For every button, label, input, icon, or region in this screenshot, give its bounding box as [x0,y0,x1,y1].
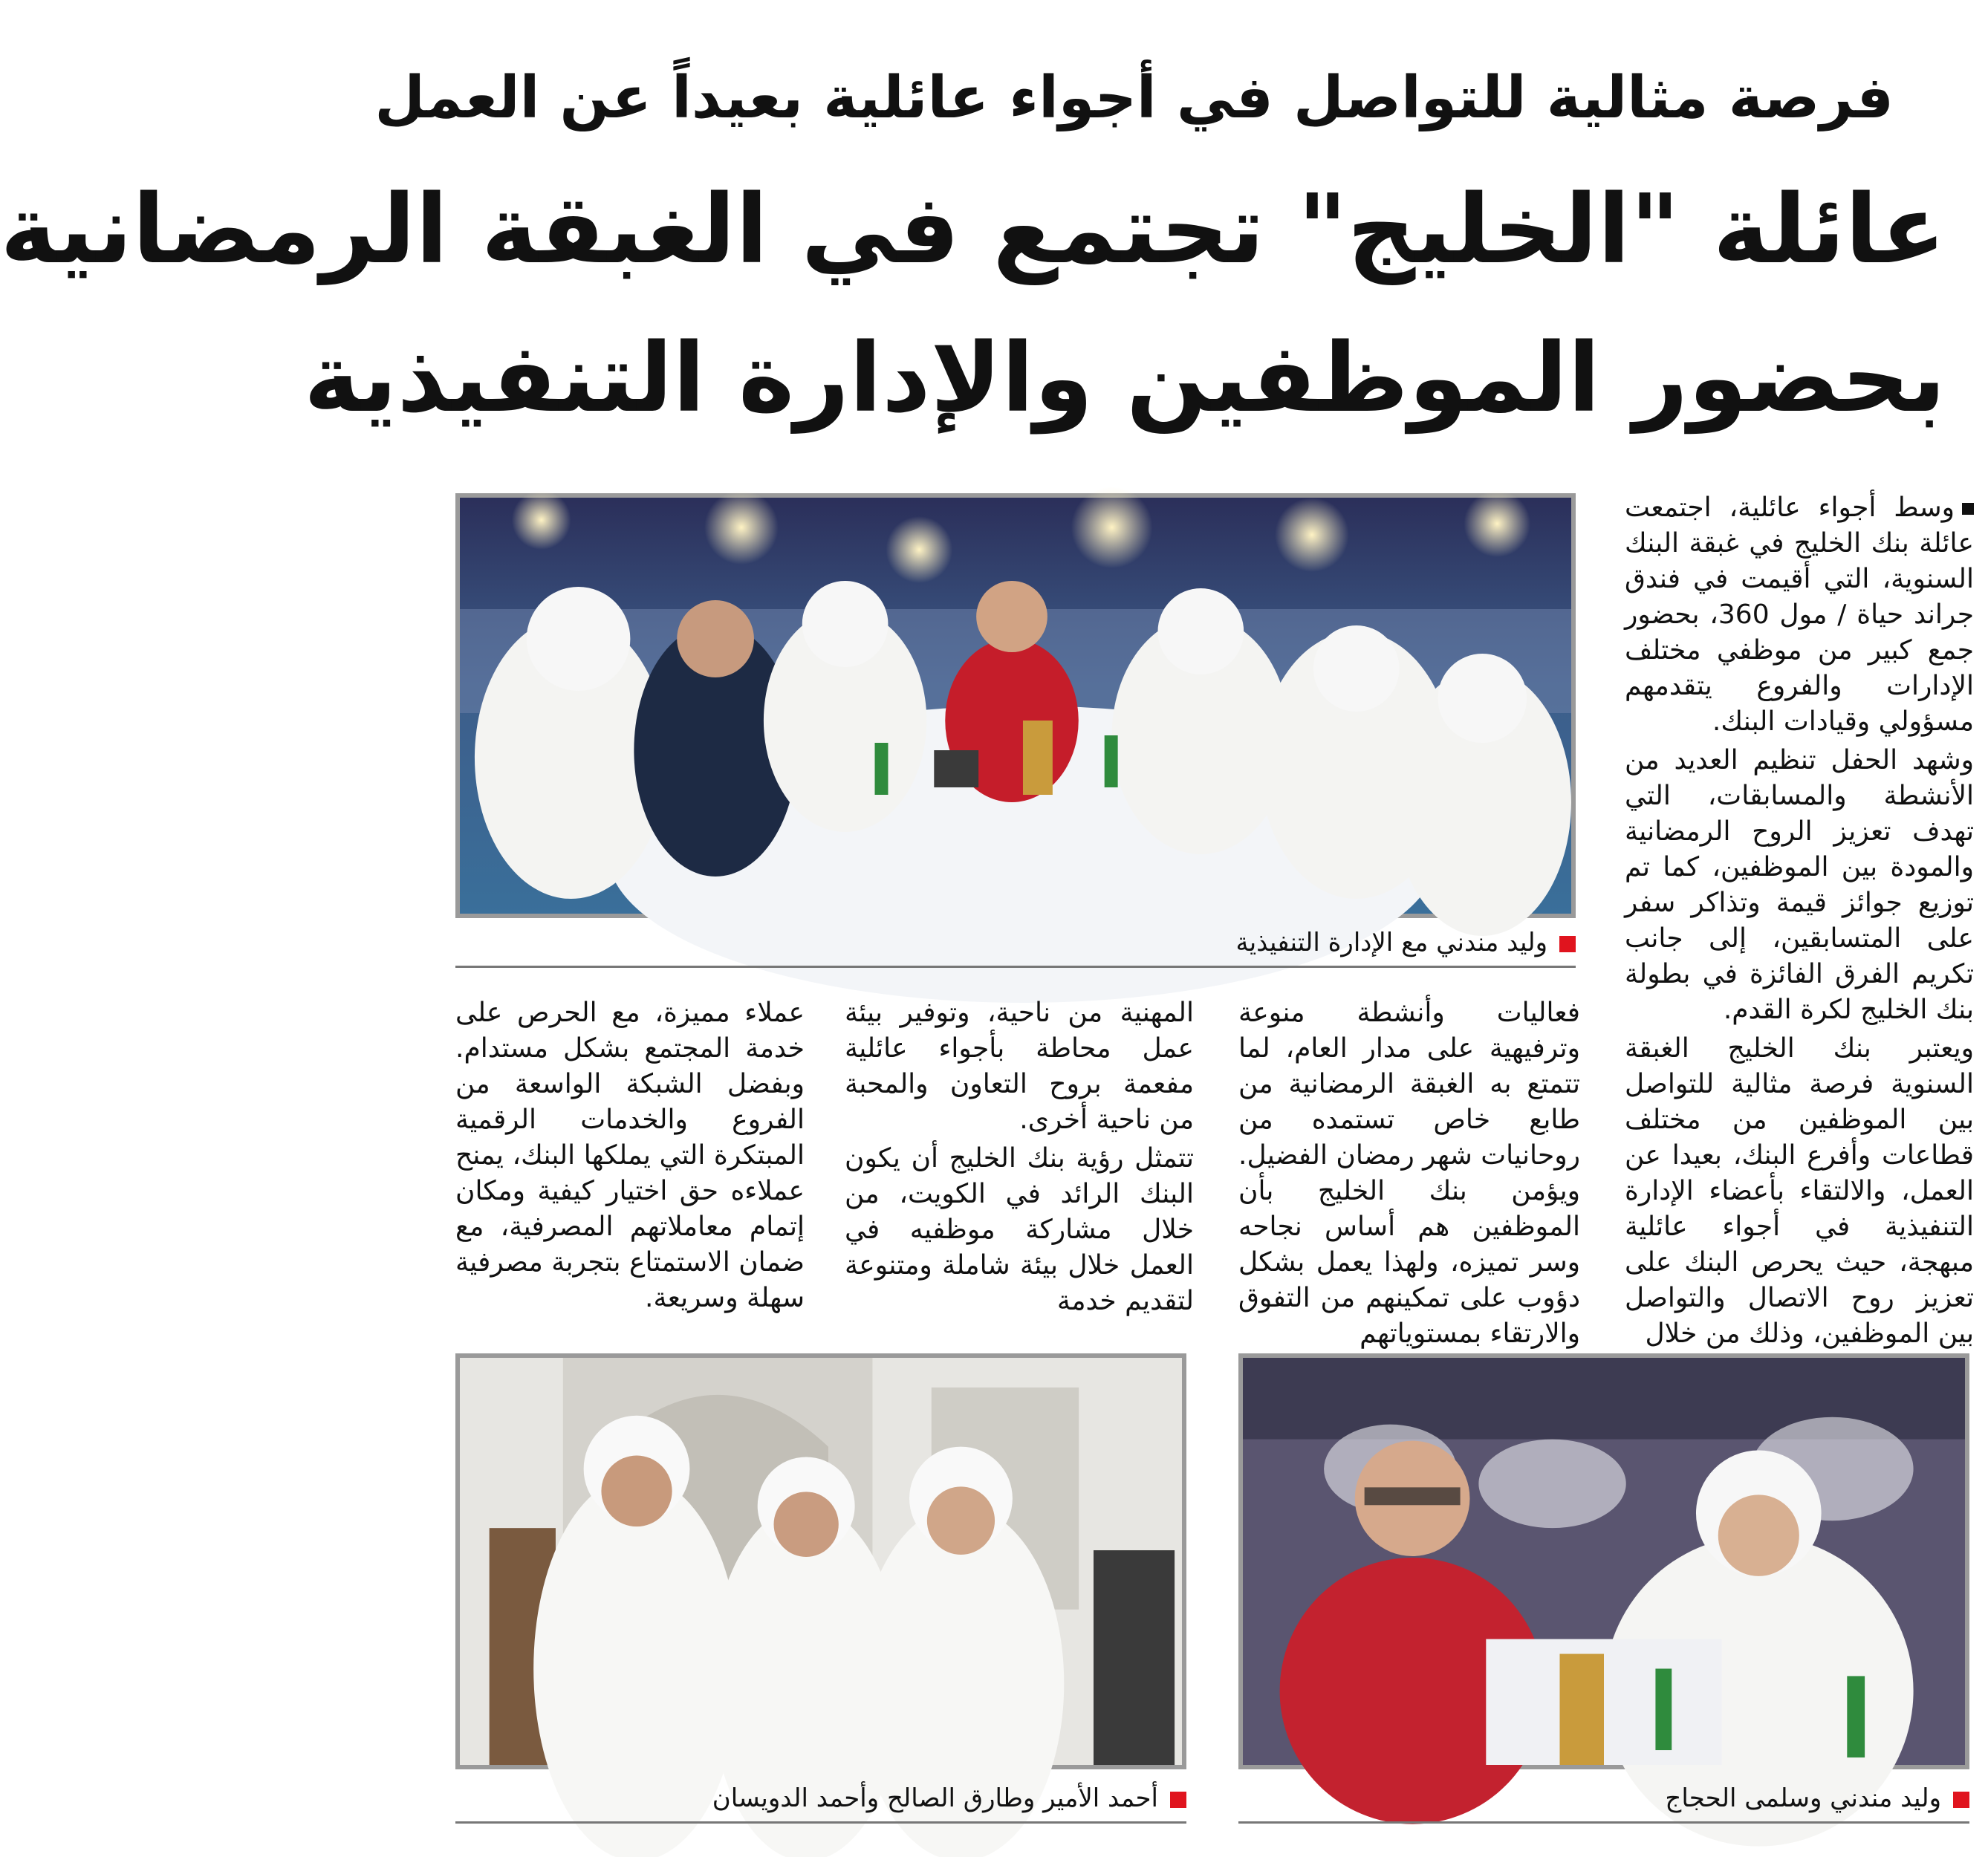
article-column-3 [845,995,1194,1322]
bottom-left-photo [455,1353,1186,1769]
article-column-4: عملاء مميزة، مع الحرص على خدمة المجتمع بشكل مستدام. وبفضل الشبكة الواسعة من الفروع والخدمات الرقمية المبتكرة التي يملكها البنك، يمنح عملاءه حق اختيار كيفية ومكان إتمام معاملاتهم المصرفية، مع ضمان الاستمتاع بتجربة مصرفية سهلة وسريعة. [455,998,805,1313]
article-paragraph: المهنية من ناحية، وتوفير بيئة عمل محاطة بأجواء عائلية مفعمة بروح التعاون والمحبة من ناحية أخرى. [845,998,1194,1135]
main-photo-caption [455,921,1576,964]
article-paragraph: وسط أجواء عائلية، اجتمعت عائلة بنك الخليج في غبقة البنك السنوية، التي أقيمت في فندق جراند حياة / مول 360، بحضور جمع كبير من موظفي مختلف الإدارات والفروع يتقدمهم مسؤولي وقيادات البنك. [1625,492,1974,737]
paragraph-bullet-icon [1962,503,1974,515]
three-men-standing-photo [460,1358,1182,1765]
caption-marker-icon [1953,1792,1969,1808]
bottom-left-caption [455,1777,1186,1820]
caption-text: وليد مندني مع الإدارة التنفيذية [1235,928,1547,957]
kicker-headline: فرصة مثالية للتواصل في أجواء عائلية بعيداً عن العمل [374,65,1894,131]
bottom-right-caption [1238,1777,1969,1820]
main-headline-line-2: بحضور الموظفين والإدارة التنفيذية [303,323,1946,434]
caption-text: وليد مندني وسلمى الحجاج [1665,1783,1941,1813]
article-paragraph: وشهد الحفل تنظيم العديد من الأنشطة والمسابقات، التي تهدف تعزيز الروح الرمضانية والمودة بين الموظفين، كما تم توزيع جوائز قيمة وتذاكر سفر على المتسابقين، إلى جانب تكريم الفرق الفائزة في بطولة بنك الخليج لكرة القدم. [1625,745,1974,1025]
banquet-table-photo [460,498,1571,914]
article-column-1 [1625,490,1974,1349]
article-paragraph: ويعتبر بنك الخليج الغبقة السنوية فرصة مثالية للتواصل بين الموظفين من مختلف قطاعات وأفرع البنك، بعيدا عن العمل، والالتقاء بأعضاء الإدارة التنفيذية في أجواء عائلية مبهجة، حيث يحرص البنك على تعزيز روح الاتصال والتواصل بين الموظفين، وذلك من خلال [1625,1033,1974,1349]
caption-rule [455,1821,1186,1824]
bottom-right-photo [1238,1353,1969,1769]
caption-text: أحمد الأمير وطارق الصالح وأحمد الدويسان [712,1783,1158,1813]
article-column-2: فعاليات وأنشطة منوعة وترفيهية على مدار العام، لما تتمتع به الغبقة الرمضانية من طابع خاص تستمده من روحانيات شهر رمضان الفضيل. ويؤمن بنك الخليج بأن الموظفين هم أساس نجاحه وسر تميزه، ولهذا يعمل بشكل دؤوب على تمكينهم من التفوق والارتقاء بمستوياتهم [1238,998,1580,1349]
caption-rule [1238,1821,1969,1824]
caption-marker-icon [1559,936,1576,952]
caption-marker-icon [1170,1792,1186,1808]
article-paragraph: تتمثل رؤية بنك الخليج أن يكون البنك الرائد في الكويت، من خلال مشاركة موظفيه في العمل خلال بيئة شاملة ومتنوعة لتقديم خدمة [845,1143,1194,1316]
caption-rule [455,966,1576,968]
main-photo [455,493,1576,918]
guests-seated-photo [1243,1358,1965,1765]
main-headline-line-1: عائلة "الخليج" تجتمع في الغبقة الرمضانية [0,175,1946,285]
